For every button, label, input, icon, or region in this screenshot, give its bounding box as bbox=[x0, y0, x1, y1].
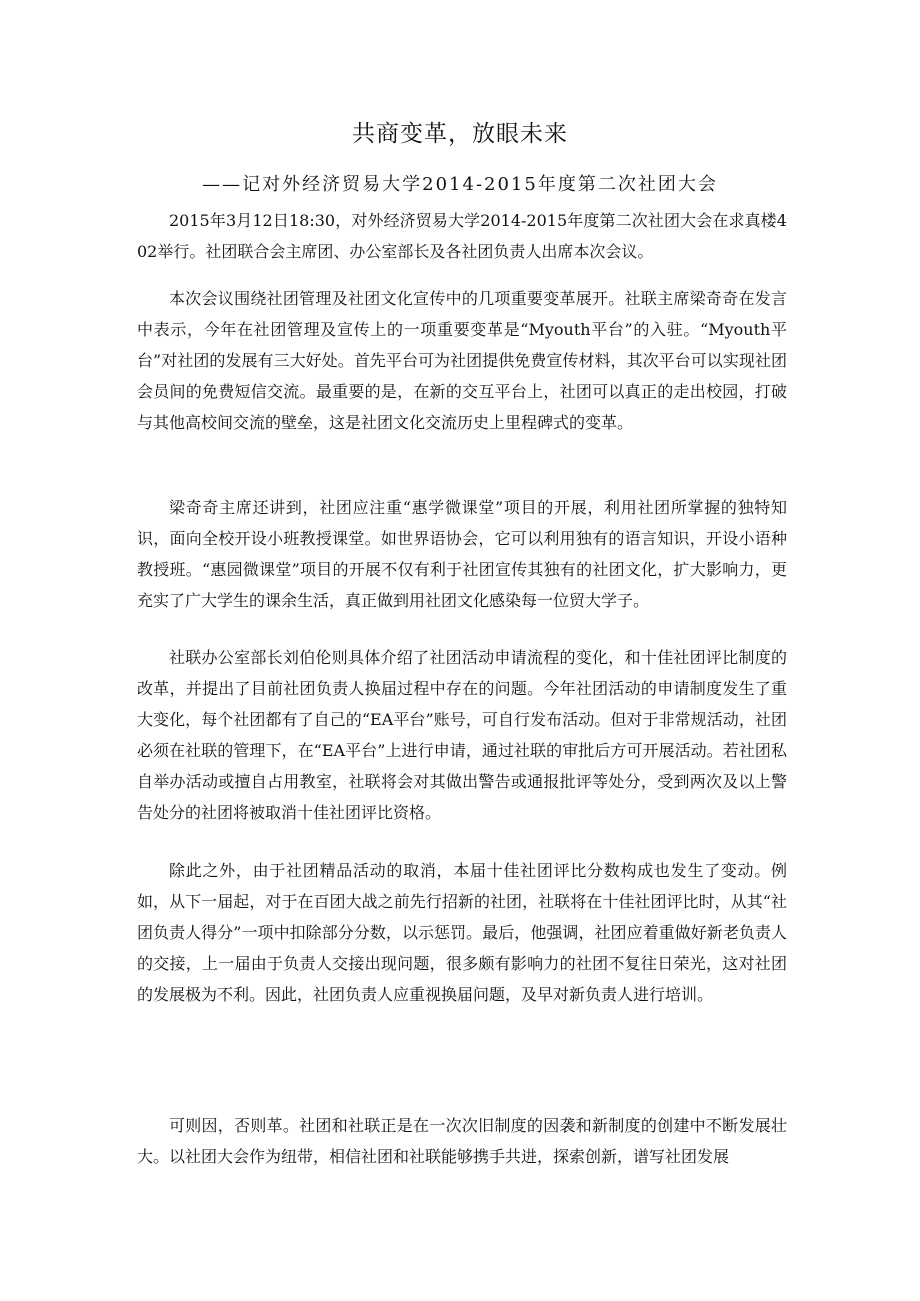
paragraph-conclusion: 可则因，否则革。社团和社联正是在一次次旧制度的因袭和新制度的创建中不断发展壮大。以社团大会作为纽带，相信社团和社联能够携手共进，探索创新，谱写社团发展 bbox=[137, 1116, 787, 1166]
paragraph-activity-application: 社联办公室部长刘伯伦则具体介绍了社团活动申请流程的变化，和十佳社团评比制度的改革，并提出了目前社团负责人换届过程中存在的问题。今年社团活动的申请制度发生了重大变化，每个社团都有了自己的“EA平台”账号，可自行发布活动。但对于非常规活动，社团必须在社联的管理下，在“EA平台”上进行申请，通过社联的审批后方可开展活动。若社团私自举办活动或擅自占用教室，社联将会对其做出警告或通报批评等处分，受到两次及以上警告处分的社团将被取消十佳社团评比资格。 bbox=[137, 648, 787, 822]
document-title: 共商变革，放眼未来 bbox=[352, 121, 568, 147]
paragraph-meeting-intro: 2015年3月12日18:30，对外经济贸易大学2014-2015年度第二次社团大会在求真楼402举行。社团联合会主席团、办公室部长及各社团负责人出席本次会议。 bbox=[137, 211, 787, 261]
document-subtitle: ——记对外经济贸易大学2014-2015年度第二次社团大会 bbox=[202, 174, 718, 195]
paragraph-evaluation-changes: 除此之外，由于社团精品活动的取消，本届十佳社团评比分数构成也发生了变动。例如，从下一届起，对于在百团大战之前先行招新的社团，社联将在十佳社团评比时，从其“社团负责人得分”一项中扣除部分分数，以示惩罚。最后，他强调，社团应着重做好新老负责人的交接，上一届由于负责人交接出现问题，很多颇有影响力的社团不复往日荣光，这对社团的发展极为不利。因此，社团负责人应重视换届问题，及早对新负责人进行培训。 bbox=[137, 861, 787, 1004]
paragraph-myouth-platform: 本次会议围绕社团管理及社团文化宣传中的几项重要变革展开。社联主席梁奇奇在发言中表示，今年在社团管理及宣传上的一项重要变革是“Myouth平台”的入驻。“Myouth平台”对社团的发展有三大好处。首先平台可为社团提供免费宣传材料，其次平台可以实现社团会员间的免费短信交流。最重要的是，在新的交互平台上，社团可以真正的走出校园，打破与其他高校间交流的壁垒，这是社团文化交流历史上里程碑式的变革。 bbox=[137, 289, 787, 432]
paragraph-micro-classroom: 梁奇奇主席还讲到，社团应注重“惠学微课堂”项目的开展，利用社团所掌握的独特知识，面向全校开设小班教授课堂。如世界语协会，它可以利用独有的语言知识，开设小语种教授班。“惠园微课堂”项目的开展不仅有利于社团宣传其独有的社团文化，扩大影响力，更充实了广大学生的课余生活，真正做到用社团文化感染每一位贸大学子。 bbox=[137, 498, 787, 610]
